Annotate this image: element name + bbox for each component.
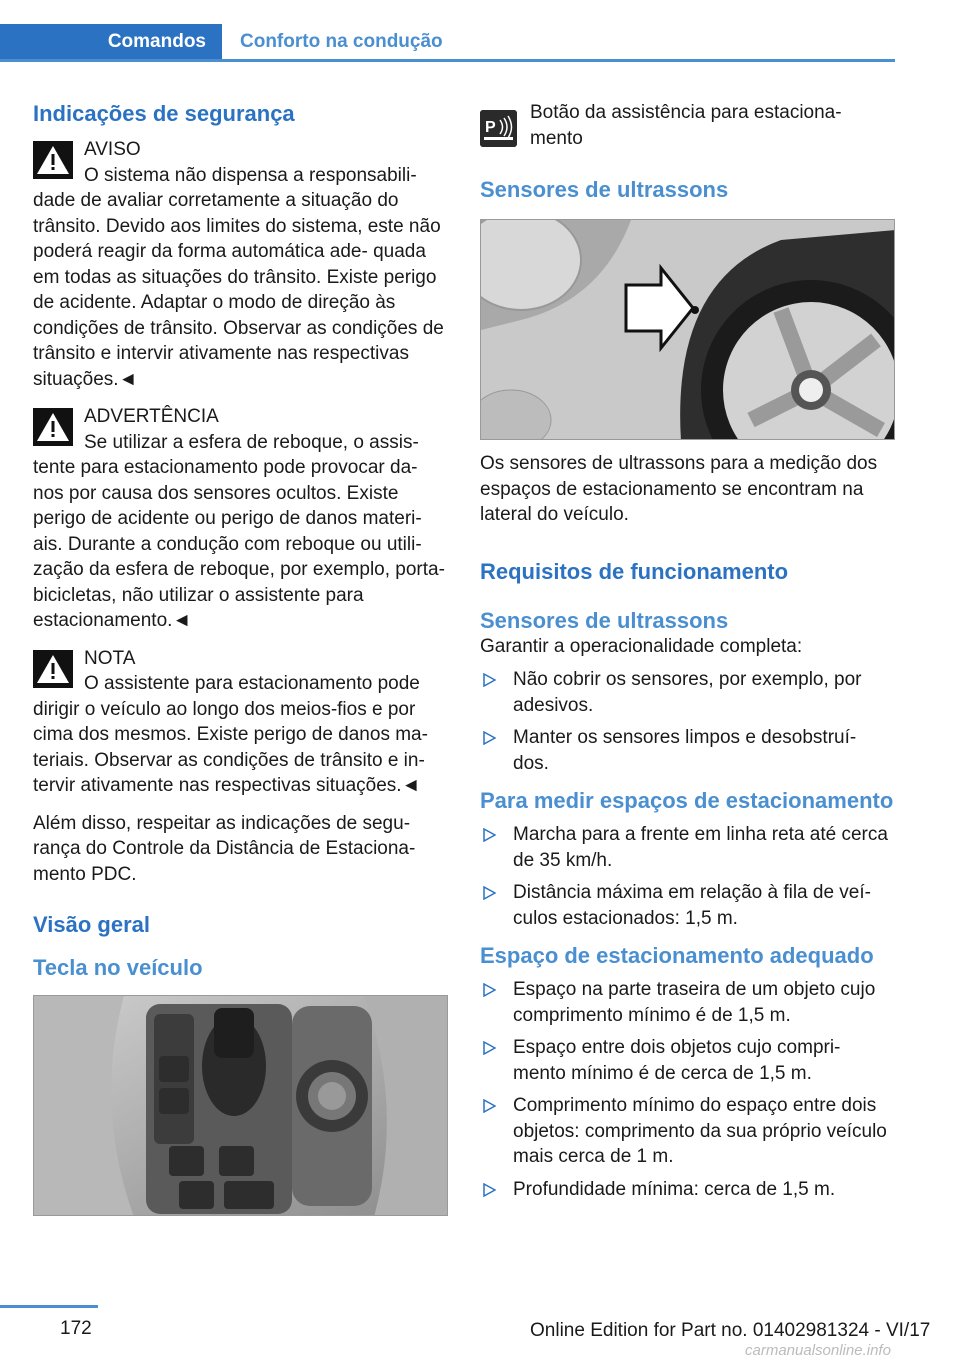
warning-triangle-icon — [33, 141, 73, 179]
button-in-vehicle-heading: Tecla no veículo — [33, 955, 203, 980]
triangle-right-icon — [482, 1099, 496, 1113]
triangle-right-icon — [482, 886, 496, 900]
list-item — [480, 1093, 895, 1170]
list-item — [480, 725, 895, 776]
triangle-right-icon — [482, 673, 496, 687]
space-list — [480, 977, 895, 1202]
sensors-text: Os sensores de ultrassons para a medição dos espaços de estacionamento se encontram na lateral do veículo. — [480, 453, 878, 525]
list-item — [480, 1035, 895, 1086]
triangle-right-icon — [482, 731, 496, 745]
tab-comandos[interactable]: Comandos — [0, 24, 222, 59]
svg-text:P: P — [485, 119, 496, 136]
warning-text-first: Se utilizar a esfera de reboque, o assis- — [84, 431, 419, 453]
list-item — [480, 667, 895, 718]
warning-text-first: O assistente para estacionamento pode — [84, 673, 420, 694]
warning-triangle-icon — [33, 408, 73, 446]
warning-text-first: O sistema não dispensa a responsabili- — [84, 164, 417, 186]
space-heading: Espaço de estacionamento adequado — [480, 943, 874, 968]
list-item-text: Não cobrir os sensores, por exemplo, por adesivos. — [513, 669, 862, 716]
safety-heading: Indicações de segurança — [33, 101, 295, 126]
triangle-right-icon — [482, 983, 496, 997]
tab-conforto[interactable]: Conforto na condução — [240, 30, 443, 52]
center-console-photo — [33, 995, 448, 1216]
requirements-heading: Requisitos de funcionamento — [480, 558, 789, 584]
edition-text: Online Edition for Part no. 01402981324 - VI/17 — [530, 1320, 931, 1341]
park-assist-button-icon — [480, 110, 517, 147]
list-item — [480, 880, 895, 931]
header-bar — [0, 24, 895, 62]
list-item-text: Comprimento mínimo do espaço entre dois objetos: comprimento da sua próprio veículo mais cerca de 1 m. — [513, 1095, 887, 1167]
list-item — [480, 977, 895, 1028]
triangle-right-icon — [482, 1041, 496, 1055]
sensors-heading: Sensores de ultrassons — [480, 177, 729, 202]
req-sensors-heading: Sensores de ultrassons — [480, 607, 729, 633]
list-item — [480, 822, 895, 873]
left-column — [33, 100, 448, 1216]
warning-label: NOTA — [84, 647, 136, 669]
warning-block-advertencia — [33, 404, 448, 634]
measure-list — [480, 822, 895, 931]
warning-block-nota — [33, 646, 448, 799]
list-item — [480, 1177, 895, 1203]
req-sensors-intro: Garantir a operacionalidade completa: — [480, 635, 803, 657]
warning-block-aviso — [33, 137, 448, 392]
additional-safety-text: Além disso, respeitar as indicações de segu- rança do Controle da Distância de Estaciona- mento PDC. — [33, 812, 416, 885]
center-console-illustration — [34, 996, 448, 1216]
triangle-right-icon — [482, 828, 496, 842]
footer-accent-line — [0, 1305, 98, 1308]
warning-label: AVISO — [84, 139, 141, 160]
right-column — [480, 100, 895, 1209]
watermark: carmanualsonline.info — [745, 1342, 891, 1359]
warning-triangle-icon — [33, 650, 73, 688]
list-item-text: Espaço entre dois objetos cujo compri- mento mínimo é de cerca de 1,5 m. — [513, 1037, 841, 1084]
park-assist-button-caption: Botão da assistência para estaciona- mento — [530, 102, 842, 149]
warning-text: dade de avaliar corretamente a situação do trânsito. Devido aos limites do sistema, este não poderá reagir da forma automática ade- quada em todas as situações do trânsito. Existe perigo de acidente. Adaptar o modo de direção às condições de trânsito. Observar as condições de trânsito e intervir ativamente nas respectivas situações.◄ — [33, 190, 444, 390]
warning-text: tente para estacionamento pode provocar da- nos por causa dos sensores ocultos. Existe perigo de acidente ou perigo de danos materi- ais. Durante a condução com reboque ou utili- zação da esfera de reboque, por exemplo, porta-bicicletas, não utilizar o assistente para estacionamento.◄ — [33, 457, 445, 631]
overview-heading: Visão geral — [33, 912, 150, 937]
triangle-right-icon — [482, 1183, 496, 1197]
warning-label: ADVERTÊNCIA — [84, 406, 219, 427]
sensor-location-illustration — [481, 220, 895, 440]
list-item-text: Distância máxima em relação à fila de veí- culos estacionados: 1,5 m. — [513, 882, 871, 929]
list-item-text: Manter os sensores limpos e desobstruí- dos. — [513, 727, 857, 774]
page-number: 172 — [60, 1318, 92, 1339]
list-item-text: Espaço na parte traseira de um objeto cujo comprimento mínimo é de 1,5 m. — [513, 979, 876, 1026]
park-assist-button-caption-block — [480, 100, 895, 151]
list-item-text: Marcha para a frente em linha reta até cerca de 35 km/h. — [513, 824, 888, 871]
req-sensors-list — [480, 667, 895, 776]
sensor-location-photo — [480, 219, 895, 440]
measure-heading: Para medir espaços de estacionamento — [480, 788, 894, 813]
list-item-text: Profundidade mínima: cerca de 1,5 m. — [513, 1178, 836, 1200]
warning-text: dirigir o veículo ao longo dos meios-fios e por cima dos mesmos. Existe perigo de danos ma- teriais. Observar as condições de trânsito e in- tervir ativamente nas respectivas situações.◄ — [33, 698, 428, 796]
